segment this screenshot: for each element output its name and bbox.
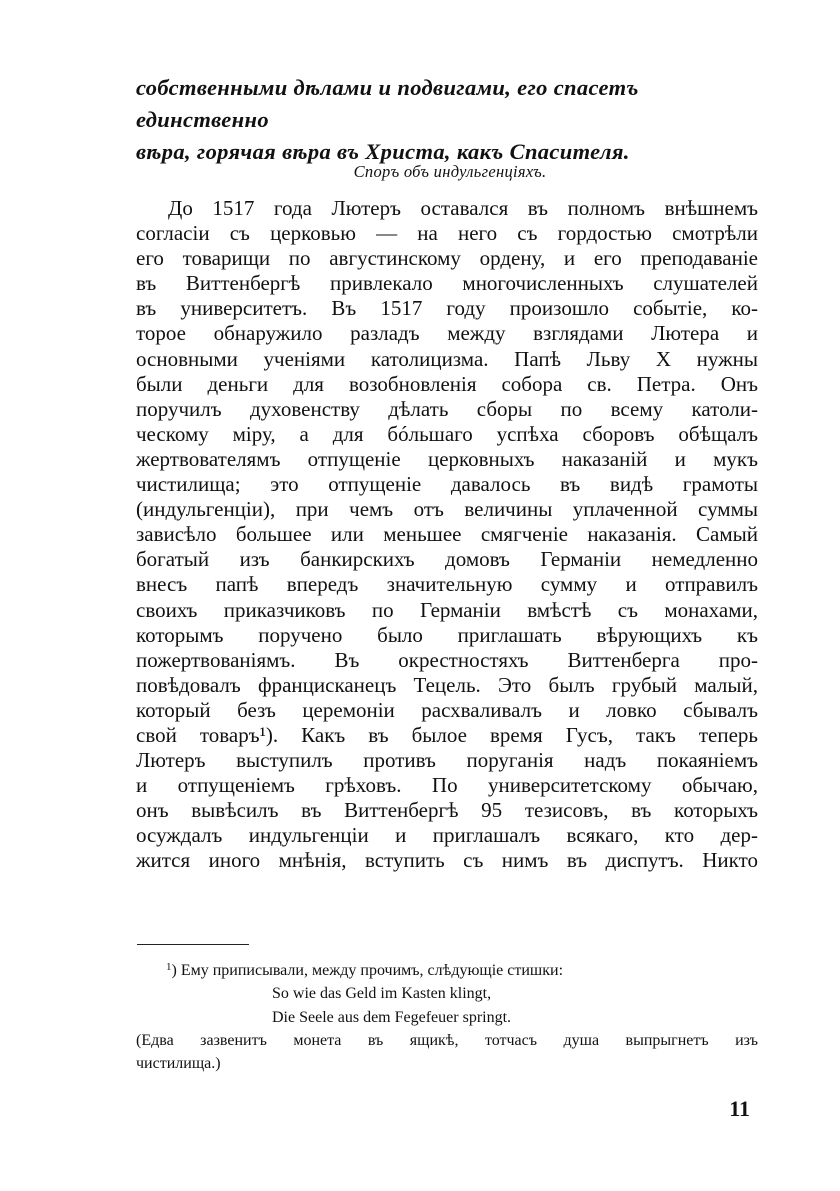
footnote-marker: 1 (166, 961, 172, 973)
body-line: его товарищи по августинскому ордену, и его преподаваніе (136, 246, 758, 271)
body-line: согласіи съ церковью — на него съ гордостью смотрѣли (136, 221, 758, 246)
footnote-translation-line: (Едва зазвенитъ монета въ ящикѣ, тотчасъ душа выпрыгнетъ изъ (136, 1031, 758, 1049)
footnote-verse-line: So wie das Geld im Kasten klingt, (272, 985, 492, 1003)
body-line: въ Виттенбергѣ привлекало многочисленныхъ слушателей (136, 271, 758, 296)
body-paragraph (136, 196, 758, 874)
body-line: и отпущеніемъ грѣховъ. По университетскому обычаю, (136, 773, 758, 798)
body-line: чистилища; это отпущеніе давалось въ видѣ грамоты (136, 472, 758, 497)
body-line: основными ученіями католицизма. Папѣ Льву X нужны (136, 346, 758, 371)
body-line: въ университетъ. Въ 1517 году произошло событіе, ко- (136, 296, 758, 321)
footnote-intro-text: ) Ему приписывали, между прочимъ, слѣдующіе стишки: (171, 962, 564, 979)
body-line: Лютеръ выступилъ противъ поруганія надъ покаяніемъ (136, 748, 758, 773)
body-line: (индульгенціи), при чемъ отъ величины уплаченной суммы (136, 497, 758, 522)
section-heading: Споръ объ индульгенціяхъ. (353, 162, 547, 181)
body-line: свой товаръ¹). Какъ въ былое время Гусъ, такъ теперь (136, 722, 758, 747)
body-line: повѣдовалъ францисканецъ Тецель. Это былъ грубый малый, (136, 672, 758, 697)
body-line: зависѣло большее или меньшее смягченіе наказанія. Самый (136, 522, 758, 547)
body-line: онъ вывѣсилъ въ Виттенбергѣ 95 тезисовъ, въ которыхъ (136, 798, 758, 823)
body-line: поручилъ духовенству дѣлать сборы по всему католи- (136, 396, 758, 421)
footnote-intro-line (136, 956, 758, 982)
body-line: были деньги для возобновленія собора св. Петра. Онъ (136, 371, 758, 396)
body-line: своихъ приказчиковъ по Германіи вмѣстѣ съ монахами, (136, 597, 758, 622)
footnote-verse-line: Die Seele aus dem Fegefeuer springt. (272, 1008, 512, 1026)
body-line: жится иного мнѣнія, вступить съ нимъ въ диспутъ. Никто (136, 848, 758, 873)
body-line: До 1517 года Лютеръ оставался въ полномъ внѣшнемъ (168, 196, 758, 220)
page-number: 11 (729, 1096, 750, 1121)
body-line: богатый изъ банкирскихъ домовъ Германіи немедленно (136, 547, 758, 572)
body-line: которымъ поручено было приглашать вѣрующихъ къ (136, 622, 758, 647)
body-line: осуждалъ индульгенціи и приглашалъ всякаго, кто дер- (136, 823, 758, 848)
body-line: ческому міру, а для бóльшаго успѣха сборовъ обѣщалъ (136, 421, 758, 446)
body-line: пожертвованіямъ. Въ окрестностяхъ Виттенберга про- (136, 647, 758, 672)
intro-paragraph (136, 72, 758, 168)
footnote-translation-line: чистилища.) (136, 1055, 221, 1073)
body-line: внесъ папѣ впередъ значительную сумму и отправилъ (136, 572, 758, 597)
intro-line: собственными дѣлами и подвигами, его спасетъ единственно (136, 75, 639, 132)
footnote (136, 956, 758, 1075)
body-line: торое обнаружило разладъ между взглядами Лютера и (136, 321, 758, 346)
body-line: который безъ церемоніи расхваливалъ и ловко сбывалъ (136, 697, 758, 722)
body-line: жертвователямъ отпущеніе церковныхъ наказаній и мукъ (136, 446, 758, 471)
intro-line: вѣра, горячая вѣра въ Христа, какъ Спасителя. (136, 139, 630, 164)
footnote-divider (137, 944, 249, 945)
